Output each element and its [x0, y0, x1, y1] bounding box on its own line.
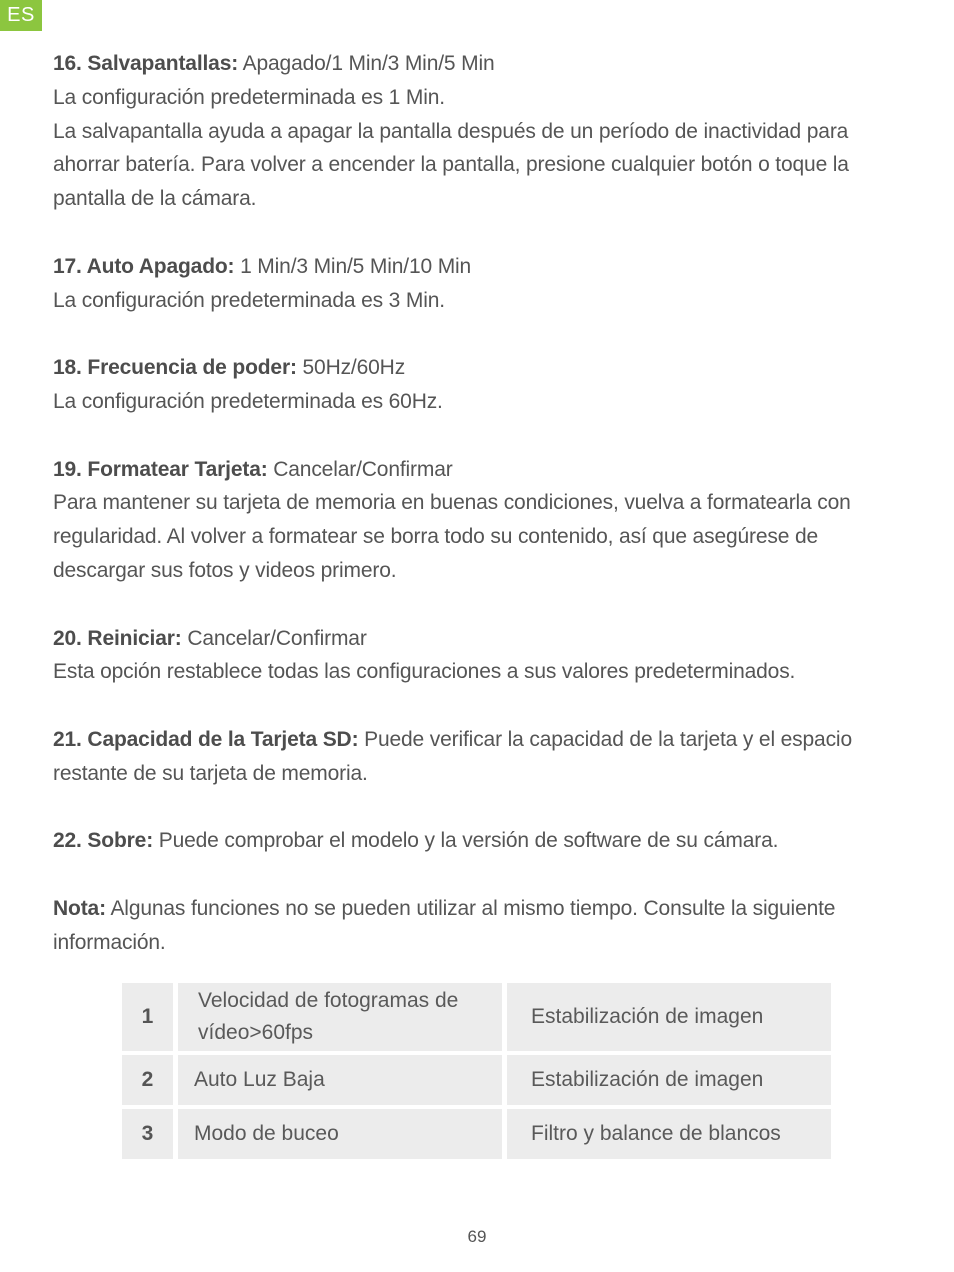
feature-cell [178, 1055, 502, 1105]
note-text: Algunas funciones no se pueden utilizar al mismo tiempo. Consulte la siguiente información. [53, 896, 836, 954]
table-row [122, 983, 831, 1051]
section-options: Cancelar/Confirmar [181, 626, 367, 650]
section-default: La configuración predeterminada es 3 Min. [53, 288, 445, 312]
section-heading: 21. Capacidad de la Tarjeta SD: [53, 727, 359, 751]
section-heading: 19. Formatear Tarjeta: [53, 457, 268, 481]
section-description: Esta opción restablece todas las configuraciones a sus valores predeterminados. [53, 660, 796, 684]
feature-cell [178, 1109, 502, 1159]
conflict-text: Filtro y balance de blancos [531, 1122, 781, 1145]
section-20 [53, 622, 913, 690]
conflict-text: Estabilización de imagen [531, 1068, 764, 1091]
page-number: 69 [467, 1227, 487, 1246]
table-row [122, 1109, 831, 1159]
conflict-cell [507, 1109, 831, 1159]
section-heading: 20. Reiniciar: [53, 626, 182, 650]
section-default: La configuración predeterminada es 1 Min. [53, 85, 445, 109]
section-options: 1 Min/3 Min/5 Min/10 Min [234, 254, 472, 278]
feature-text: Velocidad de fotogramas de vídeo>60fps [198, 989, 459, 1044]
section-16 [53, 47, 913, 216]
row-number: 1 [122, 983, 173, 1051]
table-row [122, 1055, 831, 1105]
feature-text: Auto Luz Baja [194, 1068, 325, 1091]
section-heading: 17. Auto Apagado: [53, 254, 235, 278]
section-description: Puede comprobar el modelo y la versión de software de su cámara. [153, 829, 779, 853]
section-options: 50Hz/60Hz [296, 356, 406, 380]
note [53, 892, 913, 960]
section-description: Para mantener su tarjeta de memoria en buenas condiciones, vuelva a formatearla con regularidad. Al volver a formatear se borra todo su contenido, así que asegúrese de descargar sus fotos y videos primero. [53, 491, 851, 582]
section-heading: 18. Frecuencia de poder: [53, 356, 297, 380]
section-22 [53, 824, 913, 858]
note-heading: Nota: [53, 896, 106, 920]
section-description: La salvapantalla ayuda a apagar la pantalla después de un período de inactividad para ahorrar batería. Para volver a encender la pantalla, presione cualquier botón o toque la pantalla de la cámara. [53, 119, 849, 211]
feature-text: Modo de buceo [194, 1122, 339, 1145]
section-19 [53, 453, 913, 588]
section-options: Cancelar/Confirmar [267, 457, 453, 481]
section-default: La configuración predeterminada es 60Hz. [53, 389, 443, 413]
row-number: 2 [122, 1055, 173, 1105]
conflict-cell [507, 1055, 831, 1105]
section-17 [53, 250, 913, 318]
section-options: Apagado/1 Min/3 Min/5 Min [238, 52, 495, 75]
language-badge: ES [0, 0, 42, 31]
section-21 [53, 723, 913, 791]
section-heading: 16. Salvapantallas: [53, 52, 239, 75]
conflict-text: Estabilización de imagen [531, 1005, 764, 1028]
section-18 [53, 351, 913, 419]
page-content [53, 47, 913, 993]
section-description: Puede verificar la capacidad de la tarjeta y el espacio restante de su tarjeta de memoria. [53, 727, 852, 785]
row-number: 3 [122, 1109, 173, 1159]
compatibility-table [117, 983, 836, 1159]
feature-cell [178, 983, 502, 1051]
conflict-cell [507, 983, 831, 1051]
section-heading: 22. Sobre: [53, 829, 154, 853]
